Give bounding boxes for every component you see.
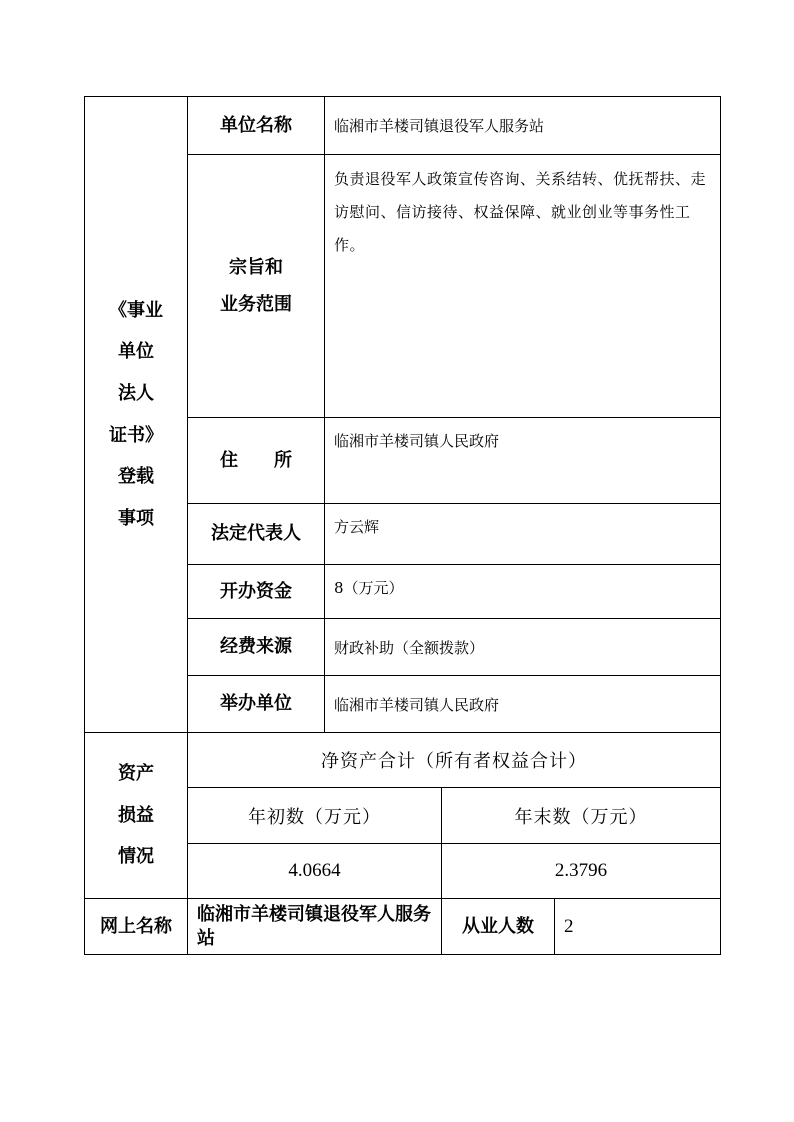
certificate-label-line: 证书》 — [109, 424, 163, 446]
funding-source-value: 财政补助（全额拨款） — [325, 619, 721, 676]
unit-name-value: 临湘市羊楼司镇退役军人服务站 — [325, 97, 721, 155]
row-assets-header — [85, 733, 721, 788]
assets-label-line: 资产 — [118, 763, 154, 785]
scope-value: 负责退役军人政策宣传咨询、关系结转、优抚帮扶、走访慰问、信访接待、权益保障、就业创业等事务性工作。 — [325, 155, 721, 418]
year-begin-label: 年初数（万元） — [188, 788, 442, 844]
certificate-label-line: 《事业 — [109, 299, 163, 321]
certificate-label-line: 单位 — [118, 341, 154, 363]
row-online — [85, 899, 721, 955]
year-begin-value: 4.0664 — [188, 844, 442, 899]
certificate-label-line: 法人 — [118, 382, 154, 404]
row-unit-name — [85, 97, 721, 155]
certificate-section-label — [85, 97, 188, 733]
assets-label-line: 情况 — [118, 846, 154, 868]
sponsor-value: 临湘市羊楼司镇人民政府 — [325, 676, 721, 733]
certificate-label-line: 事项 — [118, 507, 154, 529]
assets-label-line: 损益 — [118, 804, 154, 826]
funding-source-label: 经费来源 — [188, 619, 325, 676]
legal-rep-label: 法定代表人 — [188, 504, 325, 565]
net-assets-header: 净资产合计（所有者权益合计） — [188, 733, 721, 788]
scope-label-line2: 业务范围 — [220, 294, 292, 315]
legal-rep-value: 方云辉 — [325, 504, 721, 565]
staff-count-label: 从业人数 — [442, 899, 555, 955]
unit-name-label: 单位名称 — [188, 97, 325, 155]
scope-label — [188, 155, 325, 418]
capital-value: 8（万元） — [325, 565, 721, 619]
year-end-value: 2.3796 — [442, 844, 721, 899]
capital-label: 开办资金 — [188, 565, 325, 619]
address-value: 临湘市羊楼司镇人民政府 — [325, 418, 721, 504]
scope-label-line1: 宗旨和 — [229, 256, 283, 278]
registration-table — [84, 96, 721, 955]
sponsor-label: 举办单位 — [188, 676, 325, 733]
address-label: 住 所 — [188, 418, 325, 504]
online-name-value: 临湘市羊楼司镇退役军人服务站 — [188, 899, 442, 955]
certificate-label-line: 登载 — [118, 466, 154, 488]
online-name-label: 网上名称 — [85, 899, 188, 955]
registration-form — [84, 96, 720, 954]
staff-count-value: 2 — [555, 899, 721, 955]
year-end-label: 年末数（万元） — [442, 788, 721, 844]
assets-section-label — [85, 733, 188, 899]
